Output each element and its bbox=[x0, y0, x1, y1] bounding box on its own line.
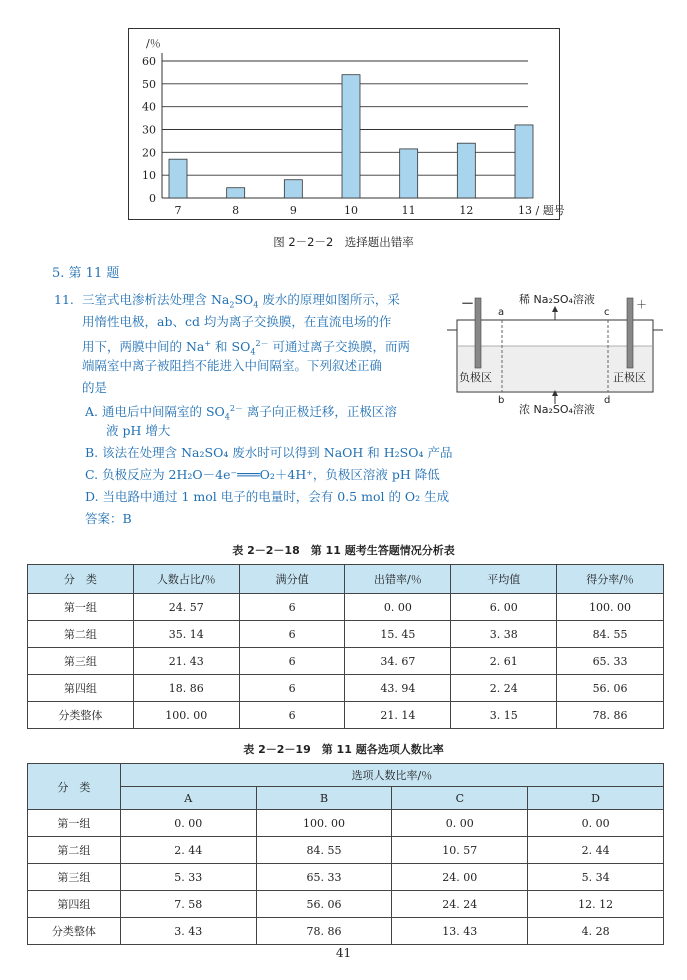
table-cell: 21. 43 bbox=[133, 648, 239, 675]
inflow-arrowhead bbox=[552, 306, 558, 312]
positive-electrode bbox=[627, 298, 633, 368]
question-line-3: 用下，两膜中间的 Na+ 和 $SO_4^{2-}$ 可通过离子交换膜，而两 bbox=[82, 339, 411, 357]
page-number: 41 bbox=[335, 946, 352, 960]
table-cell: 65. 33 bbox=[557, 648, 664, 675]
table-cell: 100. 00 bbox=[133, 702, 239, 729]
option-header: A bbox=[120, 787, 256, 810]
bar bbox=[515, 125, 533, 198]
table-cell: 第二组 bbox=[28, 621, 134, 648]
table-cell: 43. 94 bbox=[345, 675, 451, 702]
question-line-4: 端隔室中离子被阻挡不能进入中间隔室。下列叙述正确 bbox=[82, 358, 383, 373]
table-row bbox=[28, 675, 664, 702]
table-cell: 100. 00 bbox=[557, 594, 664, 621]
option-header: C bbox=[392, 787, 528, 810]
table-row bbox=[28, 918, 664, 945]
y-tick-label: 50 bbox=[142, 77, 156, 91]
x-tick-label: 8 bbox=[232, 204, 240, 217]
label-c: c bbox=[604, 307, 610, 318]
positive-zone-label: 正极区 bbox=[613, 371, 646, 384]
y-tick-label: 0 bbox=[149, 192, 156, 205]
table-cell: 第一组 bbox=[28, 594, 134, 621]
table-cell: 第四组 bbox=[28, 891, 121, 918]
label-b: b bbox=[498, 395, 505, 406]
option-d: D. 当电路中通过 1 mol 电子的电量时，会有 0.5 mol 的 O₂ 生成 bbox=[85, 489, 450, 504]
table-cell: 78. 86 bbox=[557, 702, 664, 729]
table-cell: 56. 06 bbox=[256, 891, 392, 918]
table-cell: 15. 45 bbox=[345, 621, 451, 648]
table-row bbox=[28, 648, 664, 675]
question-number: 11. bbox=[54, 292, 74, 307]
table-row bbox=[28, 621, 664, 648]
table-cell: 0. 00 bbox=[528, 810, 664, 837]
top-solution-label: 稀 Na₂SO₄溶液 bbox=[519, 293, 595, 306]
table-cell: 7. 58 bbox=[120, 891, 256, 918]
x-tick-label: 12 bbox=[459, 204, 474, 217]
table-cell: 2. 61 bbox=[451, 648, 557, 675]
table-cell: 6 bbox=[239, 621, 345, 648]
y-axis-label: /％ bbox=[146, 37, 161, 50]
table-cell: 24. 00 bbox=[392, 864, 528, 891]
table-cell: 3. 43 bbox=[120, 918, 256, 945]
table-cell: 第三组 bbox=[28, 648, 134, 675]
group-header: 选项人数比率/％ bbox=[120, 764, 663, 787]
table-cell: 18. 86 bbox=[133, 675, 239, 702]
figure-caption: 图 2－2－2 选择题出错率 bbox=[273, 235, 414, 249]
table-cell: 0. 00 bbox=[392, 810, 528, 837]
column-header: 平均值 bbox=[451, 565, 557, 594]
table-18-header-row bbox=[28, 565, 664, 594]
table-cell: 84. 55 bbox=[256, 837, 392, 864]
table-row bbox=[28, 810, 664, 837]
table-cell: 5. 34 bbox=[528, 864, 664, 891]
bar bbox=[400, 149, 418, 198]
table-row bbox=[28, 594, 664, 621]
table-row bbox=[28, 864, 664, 891]
option-a-line-1: A. 通电后中间隔室的 $SO_4^{2-}$ 离子向正极迁移，正极区溶 bbox=[85, 404, 397, 422]
column-header: 得分率/％ bbox=[557, 565, 664, 594]
table-19-header-row bbox=[28, 764, 664, 787]
table-cell: 0. 00 bbox=[120, 810, 256, 837]
y-tick-label: 10 bbox=[142, 169, 156, 183]
plus-sign: ＋ bbox=[636, 298, 647, 311]
y-tick-label: 20 bbox=[142, 146, 156, 160]
option-header: D bbox=[528, 787, 664, 810]
table-cell: 分类整体 bbox=[28, 918, 121, 945]
table-cell: 第三组 bbox=[28, 864, 121, 891]
x-tick-label: 11 bbox=[401, 204, 416, 217]
option-header: B bbox=[256, 787, 392, 810]
table-cell: 3. 38 bbox=[451, 621, 557, 648]
bar bbox=[169, 159, 187, 198]
question-line-2: 用惰性电极，ab、cd 均为离子交换膜，在直流电场的作 bbox=[82, 314, 392, 329]
table-cell: 24. 57 bbox=[133, 594, 239, 621]
minus-sign: － bbox=[461, 297, 475, 312]
y-tick-label: 40 bbox=[142, 100, 156, 114]
x-tick-label: 9 bbox=[289, 204, 297, 217]
liquid bbox=[458, 346, 652, 391]
table-cell: 78. 86 bbox=[256, 918, 392, 945]
bottom-solution-label: 浓 Na₂SO₄溶液 bbox=[519, 403, 595, 416]
table-cell: 100. 00 bbox=[256, 810, 392, 837]
table-row bbox=[28, 891, 664, 918]
table-cell: 24. 24 bbox=[392, 891, 528, 918]
table-cell: 0. 00 bbox=[345, 594, 451, 621]
table-cell: 6 bbox=[239, 648, 345, 675]
y-tick-label: 60 bbox=[142, 55, 156, 68]
table-cell: 第一组 bbox=[28, 810, 121, 837]
column-header: 人数占比/％ bbox=[133, 565, 239, 594]
negative-zone-label: 负极区 bbox=[459, 371, 492, 384]
negative-electrode bbox=[475, 298, 481, 368]
table-cell: 21. 14 bbox=[345, 702, 451, 729]
table-cell: 2. 44 bbox=[120, 837, 256, 864]
option-c: C. 负极反应为 2H₂O－4e⁻═══O₂＋4H⁺，负极区溶液 pH 降低 bbox=[85, 467, 440, 482]
table-cell: 3. 15 bbox=[451, 702, 557, 729]
table-19-option-row bbox=[28, 787, 664, 810]
error-rate-chart bbox=[128, 28, 565, 220]
table-cell: 12. 12 bbox=[528, 891, 664, 918]
question-line-5: 的是 bbox=[82, 380, 108, 395]
electrodialysis-diagram bbox=[445, 288, 665, 420]
bar bbox=[284, 180, 302, 198]
table-cell: 10. 57 bbox=[392, 837, 528, 864]
table-cell: 6 bbox=[239, 675, 345, 702]
option-b: B. 该法在处理含 Na₂SO₄ 废水时可以得到 NaOH 和 H₂SO₄ 产品 bbox=[85, 445, 453, 460]
table-cell: 2. 24 bbox=[451, 675, 557, 702]
table-19 bbox=[27, 763, 664, 945]
table-cell: 6. 00 bbox=[451, 594, 557, 621]
table-cell: 第四组 bbox=[28, 675, 134, 702]
label-d: d bbox=[604, 395, 611, 406]
table-row bbox=[28, 837, 664, 864]
table-cell: 2. 44 bbox=[528, 837, 664, 864]
corner-header: 分 类 bbox=[28, 764, 121, 810]
table-cell: 4. 28 bbox=[528, 918, 664, 945]
table-cell: 84. 55 bbox=[557, 621, 664, 648]
x-tick-label: 7 bbox=[174, 204, 182, 217]
answer: 答案：B bbox=[85, 511, 132, 526]
table-19-title: 表 2－2－19 第 11 题各选项人数比率 bbox=[243, 743, 444, 756]
table-cell: 5. 33 bbox=[120, 864, 256, 891]
table-cell: 6 bbox=[239, 594, 345, 621]
option-a-line-2: 液 pH 增大 bbox=[106, 423, 171, 438]
table-cell: 35. 14 bbox=[133, 621, 239, 648]
section-title: 5. 第 11 题 bbox=[52, 266, 120, 281]
table-cell: 34. 67 bbox=[345, 648, 451, 675]
table-cell: 56. 06 bbox=[557, 675, 664, 702]
table-cell: 13. 43 bbox=[392, 918, 528, 945]
x-tick-label: 10 bbox=[344, 204, 358, 217]
table-18 bbox=[27, 564, 664, 729]
column-header: 出错率/％ bbox=[345, 565, 451, 594]
table-cell: 第二组 bbox=[28, 837, 121, 864]
table-row bbox=[28, 702, 664, 729]
x-tick-label: 13 / 题号 bbox=[518, 204, 565, 217]
column-header: 满分值 bbox=[239, 565, 345, 594]
table-18-title: 表 2－2－18 第 11 题考生答题情况分析表 bbox=[232, 544, 455, 557]
bar bbox=[457, 143, 475, 198]
y-tick-label: 30 bbox=[142, 123, 156, 137]
question-line-1: 三室式电渗析法处理含 $Na_2SO_4$ 废水的原理如图所示，采 bbox=[82, 292, 400, 310]
table-cell: 分类整体 bbox=[28, 702, 134, 729]
bar bbox=[227, 188, 245, 198]
table-cell: 6 bbox=[239, 702, 345, 729]
label-a: a bbox=[498, 307, 505, 318]
table-cell: 65. 33 bbox=[256, 864, 392, 891]
bar bbox=[342, 75, 360, 198]
column-header: 分 类 bbox=[28, 565, 134, 594]
